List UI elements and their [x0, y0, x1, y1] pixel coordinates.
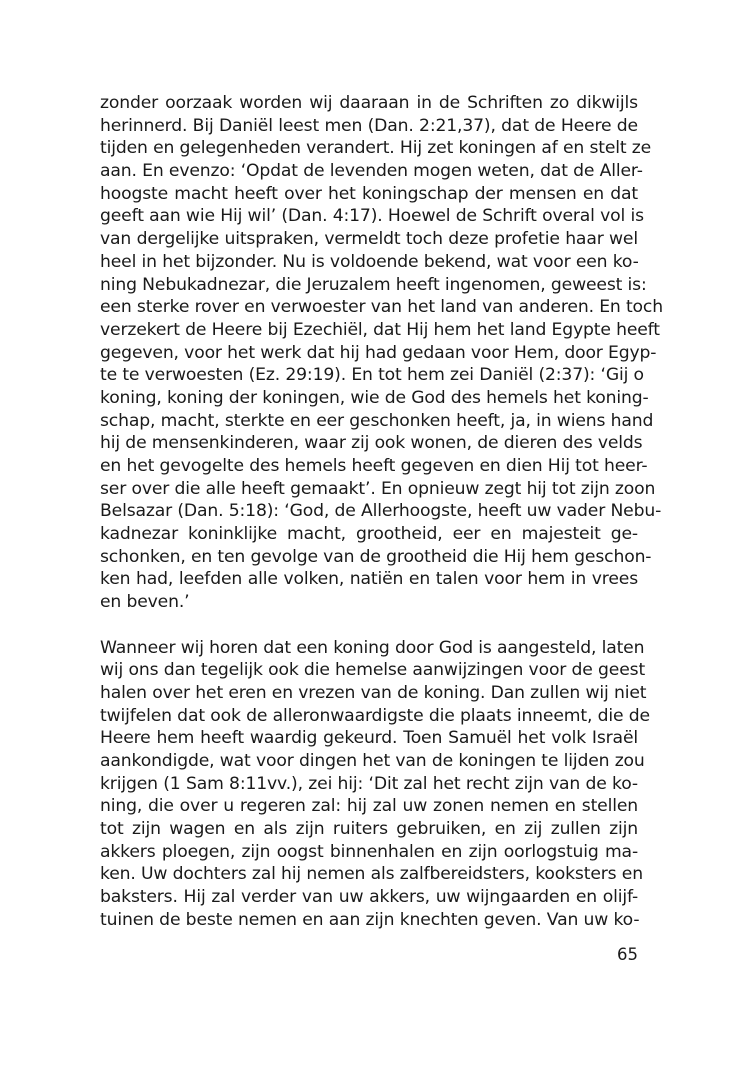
text-line: te te verwoesten (Ez. 29:19). En tot hem zei Daniël (2:37): ‘Gij o	[100, 365, 644, 386]
text-line: Heere hem heeft waardig gekeurd. Toen Samuël het volk Israël	[100, 728, 638, 749]
paragraph-1	[100, 92, 663, 614]
text-line: hoogste macht heeft over het koningschap der mensen en dat	[100, 183, 638, 204]
text-line: ken had, leefden alle volken, natiën en talen voor hem in vrees	[100, 569, 638, 590]
text-line: verzekert de Heere bij Ezechiël, dat Hij hem het land Egypte heeft	[100, 319, 660, 340]
paragraph-gap	[100, 614, 638, 637]
text-line: krijgen (1 Sam 8:11vv.), zei hij: ‘Dit zal het recht zijn van de ko-	[100, 773, 638, 794]
text-line: schonken, en ten gevolge van de grootheid die Hij hem geschon-	[100, 546, 652, 567]
text-line: gegeven, voor het werk dat hij had gedaan voor Hem, door Egyp-	[100, 342, 657, 363]
text-line: wij ons dan tegelijk ook die hemelse aanwijzingen voor de geest	[100, 660, 646, 681]
text-line: van dergelijke uitspraken, vermeldt toch deze profetie haar wel	[100, 229, 638, 250]
text-line: Belsazar (Dan. 5:18): ‘God, de Allerhoogste, heeft uw vader Nebu-	[100, 501, 662, 522]
page-number: 65	[617, 945, 638, 964]
text-line: en beven.’	[100, 592, 190, 613]
text-line: zonder oorzaak worden wij daaraan in de Schriften zo dikwijls	[100, 93, 638, 113]
text-line: baksters. Hij zal verder van uw akkers, uw wijngaarden en olijf-	[100, 887, 638, 908]
text-line: hij de mensenkinderen, waar zij ook wonen, de dieren des velds	[100, 433, 643, 454]
text-line: halen over het eren en vrezen van de koning. Dan zullen wij niet	[100, 682, 647, 703]
text-line: geeft aan wie Hij wil’ (Dan. 4:17). Hoewel de Schrift overal vol is	[100, 206, 644, 227]
text-line: tot zijn wagen en als zijn ruiters gebruiken, en zij zullen zijn	[100, 819, 638, 839]
text-line: heel in het bijzonder. Nu is voldoende bekend, wat voor een ko-	[100, 251, 639, 272]
text-line: ning Nebukadnezar, die Jeruzalem heeft ingenomen, geweest is:	[100, 274, 647, 295]
text-line: een sterke rover en verwoester van het land van anderen. En toch	[100, 297, 663, 318]
text-line: aankondigde, wat voor dingen het van de koningen te lijden zou	[100, 750, 645, 771]
text-line: twijfelen dat ook de alleronwaardigste die plaats inneemt, die de	[100, 705, 650, 726]
text-line: tijden en gelegenheden verandert. Hij zet koningen af en stelt ze	[100, 138, 652, 159]
text-line: ser over die alle heeft gemaakt’. En opnieuw zegt hij tot zijn zoon	[100, 478, 656, 499]
paragraph-2	[100, 637, 650, 932]
page-body	[100, 92, 663, 931]
text-line: koning, koning der koningen, wie de God des hemels het koning-	[100, 387, 649, 408]
text-line: en het gevogelte des hemels heeft gegeven en dien Hij tot heer-	[100, 456, 648, 476]
text-line: ken. Uw dochters zal hij nemen als zalfbereidsters, kooksters en	[100, 864, 643, 885]
text-line: ning, die over u regeren zal: hij zal uw zonen nemen en stellen	[100, 796, 638, 817]
text-line: herinnerd. Bij Daniël leest men (Dan. 2:21,37), dat de Heere de	[100, 115, 638, 136]
text-line: schap, macht, sterkte en eer geschonken heeft, ja, in wiens hand	[100, 410, 654, 431]
text-line: aan. En evenzo: ‘Opdat de levenden mogen weten, dat de Aller-	[100, 161, 643, 182]
text-line: tuinen de beste nemen en aan zijn knechten geven. Van uw ko-	[100, 909, 640, 930]
text-line: akkers ploegen, zijn oogst binnenhalen en zijn oorlogstuig ma-	[100, 841, 638, 862]
text-line: kadnezar koninklijke macht, grootheid, eer en majesteit ge-	[100, 524, 638, 545]
text-line: Wanneer wij horen dat een koning door God is aangesteld, laten	[100, 637, 645, 658]
